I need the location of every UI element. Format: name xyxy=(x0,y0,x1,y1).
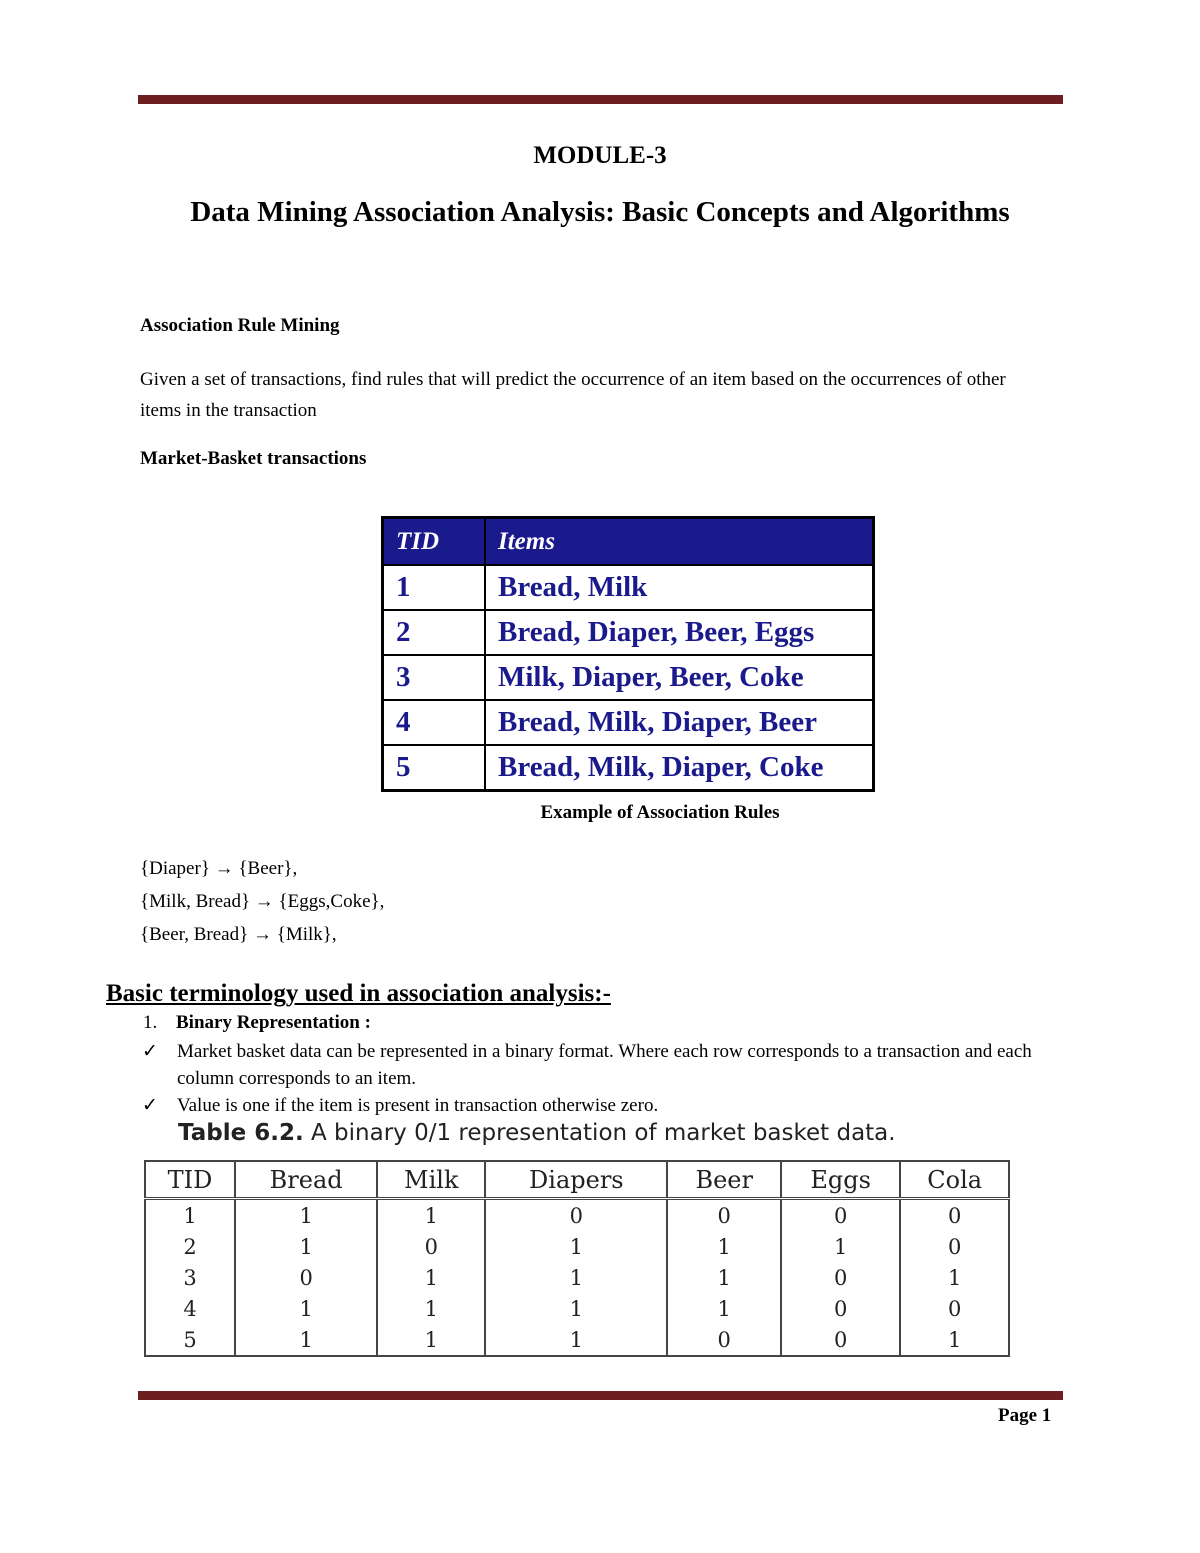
table-cell: 0 xyxy=(667,1324,781,1356)
column-header-tid: TID xyxy=(383,518,486,566)
list-number: 1. xyxy=(143,1012,158,1033)
page-title: Data Mining Association Analysis: Basic Concepts and Algorithms xyxy=(190,196,1010,228)
list-item-text: Market basket data can be represented in a binary format. Where each row corresponds to a transaction and each column corresponds to an item. xyxy=(177,1041,1032,1089)
market-basket-table xyxy=(381,516,875,792)
table-cell: 0 xyxy=(781,1293,900,1324)
table-cell: 1 xyxy=(485,1293,667,1324)
column-header-beer: Beer xyxy=(667,1161,781,1199)
checklist xyxy=(140,1038,1060,1119)
table-row xyxy=(145,1262,1009,1293)
tid-cell: 3 xyxy=(383,655,486,700)
binary-representation-table xyxy=(144,1160,1010,1357)
table-row xyxy=(383,565,874,610)
table-cell: 1 xyxy=(900,1324,1009,1356)
table-cell: 1 xyxy=(235,1231,377,1262)
tid-cell: 4 xyxy=(383,700,486,745)
table-cell: 1 xyxy=(377,1199,485,1232)
table-cell: 0 xyxy=(900,1293,1009,1324)
table-row xyxy=(383,610,874,655)
header-rule xyxy=(138,95,1063,104)
table-cell: 1 xyxy=(485,1262,667,1293)
association-rule-mining-heading: Association Rule Mining xyxy=(140,315,340,336)
module-title: MODULE-3 xyxy=(533,142,667,169)
table-cell: 0 xyxy=(667,1199,781,1232)
rule-item: {Diaper} → {Beer}, xyxy=(140,858,298,879)
column-header-bread: Bread xyxy=(235,1161,377,1199)
table-cell: 0 xyxy=(781,1324,900,1356)
table-cell: 1 xyxy=(485,1324,667,1356)
table-row xyxy=(383,745,874,791)
table-cell: 1 xyxy=(377,1262,485,1293)
column-header-items: Items xyxy=(485,518,874,566)
page-number: Page 1 xyxy=(998,1405,1052,1426)
table-row xyxy=(383,700,874,745)
association-rules-list xyxy=(140,852,384,951)
items-cell: Bread, Milk, Diaper, Coke xyxy=(485,745,874,791)
table-row xyxy=(145,1231,1009,1262)
items-cell: Bread, Milk, Diaper, Beer xyxy=(485,700,874,745)
table-cell: 1 xyxy=(667,1262,781,1293)
table-cell: 1 xyxy=(235,1199,377,1232)
list-item xyxy=(140,1092,1060,1119)
tid-cell: 2 xyxy=(383,610,486,655)
column-header-milk: Milk xyxy=(377,1161,485,1199)
table-cell: 1 xyxy=(235,1324,377,1356)
market-basket-heading: Market-Basket transactions xyxy=(140,448,367,469)
table-cell: 4 xyxy=(145,1293,235,1324)
table-cell: 0 xyxy=(900,1231,1009,1262)
binary-representation-item xyxy=(143,1012,371,1034)
table-row xyxy=(145,1199,1009,1232)
table-row xyxy=(383,655,874,700)
table-cell: 1 xyxy=(667,1293,781,1324)
table-cell: 0 xyxy=(900,1199,1009,1232)
table-cell: 1 xyxy=(781,1231,900,1262)
binary-table-caption xyxy=(178,1120,896,1146)
tid-cell: 5 xyxy=(383,745,486,791)
table-header-row xyxy=(145,1161,1009,1199)
table-row xyxy=(145,1324,1009,1356)
tid-cell: 1 xyxy=(383,565,486,610)
rule-item: {Milk, Bread} → {Eggs,Coke}, xyxy=(140,891,385,912)
table-cell: 1 xyxy=(145,1199,235,1232)
table-cell: 3 xyxy=(145,1262,235,1293)
items-cell: Milk, Diaper, Beer, Coke xyxy=(485,655,874,700)
table-row xyxy=(145,1293,1009,1324)
table-cell: 1 xyxy=(485,1231,667,1262)
table-cell: 1 xyxy=(667,1231,781,1262)
market-basket-caption: Example of Association Rules xyxy=(540,802,780,823)
column-header-tid: TID xyxy=(145,1161,235,1199)
items-cell: Bread, Diaper, Beer, Eggs xyxy=(485,610,874,655)
table-header-row xyxy=(383,518,874,566)
table-cell: 2 xyxy=(145,1231,235,1262)
table-cell: 1 xyxy=(377,1293,485,1324)
table-cell: 1 xyxy=(235,1293,377,1324)
items-cell: Bread, Milk xyxy=(485,565,874,610)
table-cell: 0 xyxy=(485,1199,667,1232)
basic-terminology-heading: Basic terminology used in association analysis:- xyxy=(106,980,611,1007)
column-header-eggs: Eggs xyxy=(781,1161,900,1199)
column-header-diapers: Diapers xyxy=(485,1161,667,1199)
binary-representation-title: Binary Representation : xyxy=(176,1012,371,1033)
list-item xyxy=(140,1038,1060,1092)
table-cell: 0 xyxy=(235,1262,377,1293)
table-cell: 1 xyxy=(377,1324,485,1356)
column-header-cola: Cola xyxy=(900,1161,1009,1199)
list-item-text: Value is one if the item is present in transaction otherwise zero. xyxy=(177,1095,659,1116)
binary-table-caption-text: A binary 0/1 representation of market basket data. xyxy=(311,1120,896,1146)
table-cell: 5 xyxy=(145,1324,235,1356)
check-icon: ✓ xyxy=(142,1095,158,1116)
table-cell: 1 xyxy=(900,1262,1009,1293)
footer-rule xyxy=(138,1391,1063,1400)
binary-table-caption-label: Table 6.2. xyxy=(178,1120,304,1146)
rule-item: {Beer, Bread} → {Milk}, xyxy=(140,924,337,945)
table-cell: 0 xyxy=(781,1199,900,1232)
table-cell: 0 xyxy=(781,1262,900,1293)
table-cell: 0 xyxy=(377,1231,485,1262)
association-rule-mining-paragraph: Given a set of transactions, find rules that will predict the occurrence of an item based on the occurrences of other items in the transaction xyxy=(140,369,1006,421)
check-icon: ✓ xyxy=(142,1041,158,1062)
